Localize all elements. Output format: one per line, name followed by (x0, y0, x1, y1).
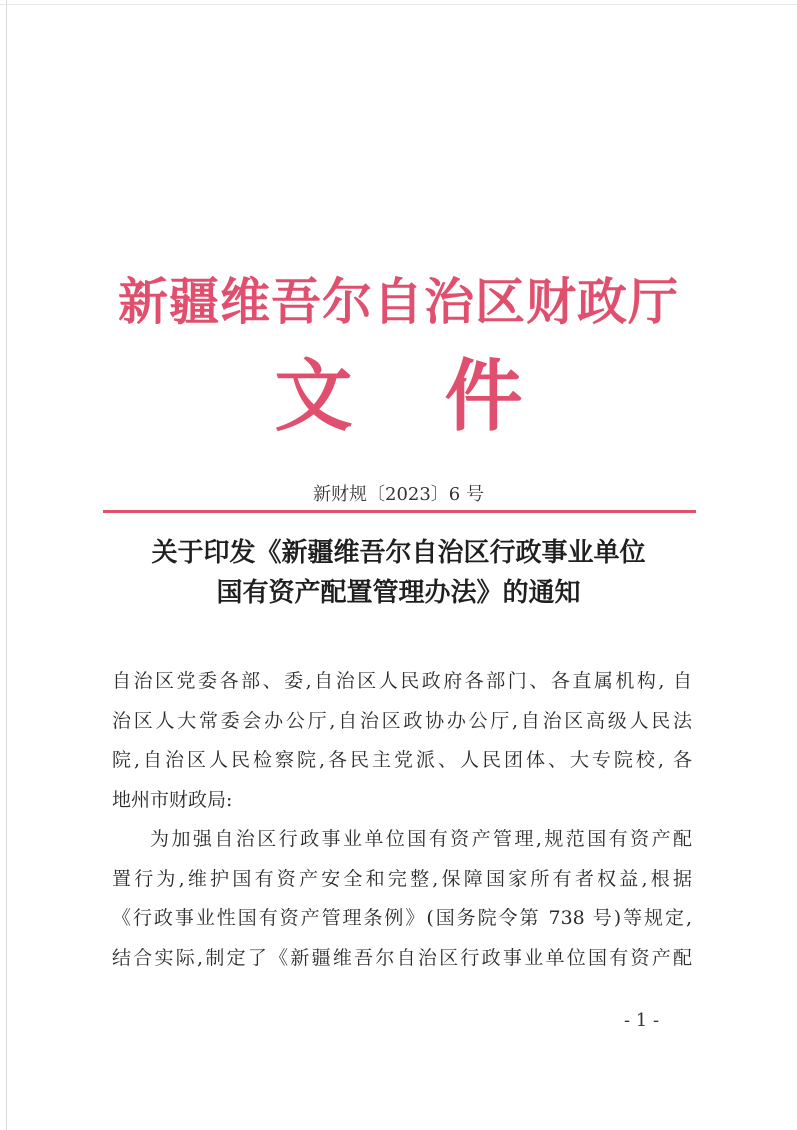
document-number: 新财规〔2023〕6 号 (313, 484, 484, 505)
body-line: 结合实际,制定了《新疆维吾尔自治区行政事业单位国有资产配 (112, 946, 692, 969)
scan-edge-top (0, 4, 797, 5)
title-line: 国有资产配置管理办法》的通知 (216, 578, 581, 608)
recipients-line: 院,自治区人民检察院,各民主党派、人民团体、大专院校, 各 (112, 749, 692, 771)
document-body (112, 662, 692, 978)
page-number: - 1 - (624, 1010, 660, 1031)
document-type: 文件 (274, 351, 615, 442)
red-separator-line (103, 510, 696, 513)
recipients-line: 治区人大常委会办公厅,自治区政协办公厅,自治区高级人民法 (112, 709, 692, 732)
recipients-line: 自治区党委各部、委,自治区人民政府各部门、各直属机构, 自 (112, 670, 692, 692)
recipients-line: 地州市财政局: (112, 788, 233, 811)
document-title (0, 533, 797, 613)
body-line: 置行为,维护国有资产安全和完整,保障国家所有者权益,根据 (112, 867, 692, 890)
issuing-organization: 新疆维吾尔自治区财政厅 (118, 272, 679, 331)
body-line: 为加强自治区行政事业单位国有资产管理,规范国有资产配 (150, 828, 692, 850)
title-line: 关于印发《新疆维吾尔自治区行政事业单位 (151, 538, 646, 568)
body-line: 《行政事业性国有资产管理条例》(国务院令第 738 号)等规定, (112, 907, 692, 929)
